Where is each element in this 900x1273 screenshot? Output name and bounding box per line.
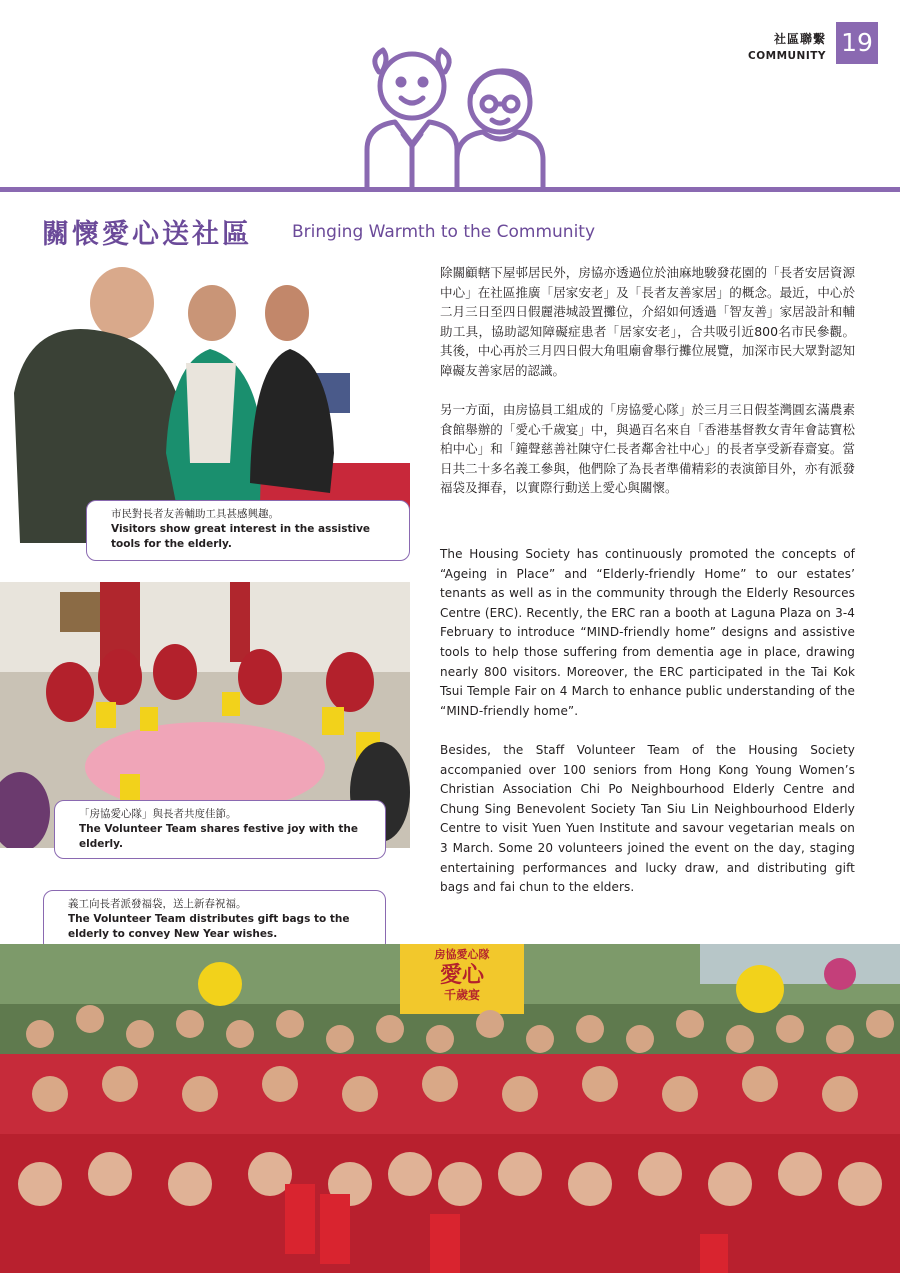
section-label-zh: 社區聯繫 bbox=[773, 32, 826, 46]
caption-zh: 義工向長者派發福袋，送上新春祝福。 bbox=[68, 898, 247, 910]
body-en-paragraph-1: The Housing Society has continuously promoted the concepts of “Ageing in Place” and “Elderly-friendly Home” to our estates’ tenants as well as in the community through the Elderly Resources Centre (ERC). Recently, the ERC ran a booth at Laguna Plaza on 3-4 February to introduce “MIND-friendly home” designs and assistive tools to help those suffering from dementia age in place, drawing nearly 800 visitors. Moreover, the ERC participated in the Tai Kok Tsui Temple Fair on 4 March to enhance public understanding of the “MIND-friendly home”. bbox=[440, 547, 855, 718]
caption-en: The Volunteer Team shares festive joy with the elderly. bbox=[79, 823, 358, 850]
body-zh-paragraph-2: 另一方面，由房協員工組成的「房協愛心隊」於三月三日假荃灣圓玄滿農素食館舉辦的「愛心千歲宴」中，與過百名來自「香港基督教女青年會誌寶松柏中心」和「鐘聲慈善社陳守仁長者鄰舍社中心」的長者享受新春齋宴。當日共二十多名義工參與，他們除了為長者準備精彩的表演節目外，亦有派發福袋及揮春，以實際行動送上愛心與關懷。 bbox=[440, 402, 855, 496]
section-label-en: COMMUNITY bbox=[747, 50, 826, 62]
caption-zh: 市民對長者友善輔助工具甚感興趣。 bbox=[111, 508, 279, 520]
article-title-en: Bringing Warmth to the Community bbox=[292, 222, 596, 242]
elderly-couple-icon bbox=[355, 44, 555, 192]
article-title-zh: 關懷愛心送社區 bbox=[42, 219, 252, 250]
banner-line1: 房協愛心隊 bbox=[434, 948, 490, 961]
photo-group-gift-bags bbox=[0, 944, 900, 1273]
caption-en: The Volunteer Team distributes gift bags to the elderly to convey New Year wishes. bbox=[68, 913, 350, 940]
caption-en: Visitors show great interest in the assistive tools for the elderly. bbox=[111, 523, 371, 550]
caption-assistive-tools bbox=[86, 500, 410, 561]
banner-line2: 愛心 bbox=[439, 962, 484, 988]
page-number: 19 bbox=[836, 22, 878, 64]
caption-festive-joy bbox=[54, 800, 386, 859]
body-zh-paragraph-1: 除關顧轄下屋邨居民外，房協亦透過位於油麻地駿發花園的「長者安居資源中心」在社區推廣「居家安老」及「長者友善家居」的概念。最近，中心於二月三日至四日假麗港城設置攤位，介紹如何透過「智友善」家居設計和輔助工具，協助認知障礙症患者「居家安老」，合共吸引近800名市民參觀。其後，中心再於三月四日假大角咀廟會舉行攤位展覽，加深市民大眾對認知障礙友善家居的認識。 bbox=[440, 265, 855, 378]
banner bbox=[400, 948, 524, 1012]
banner-line3: 千歲宴 bbox=[443, 988, 480, 1002]
caption-zh: 「房協愛心隊」與長者共度佳節。 bbox=[79, 808, 237, 820]
body-en-paragraph-2: Besides, the Staff Volunteer Team of the Housing Society accompanied over 100 seniors from Hong Kong Young Women’s Christian Association Chi Po Neighbourhood Elderly Centre and Chung Sing Benevolent Society Tan Siu Lin Neighbourhood Elderly Centre to visit Yuen Yuen Institute and savour vegetarian meals on 3 March. Some 20 volunteers joined the event on the day, staging entertaining performances and lucky draw, and distributing gift bags and fai chun to the elders. bbox=[440, 743, 855, 895]
header-rule bbox=[0, 187, 900, 192]
